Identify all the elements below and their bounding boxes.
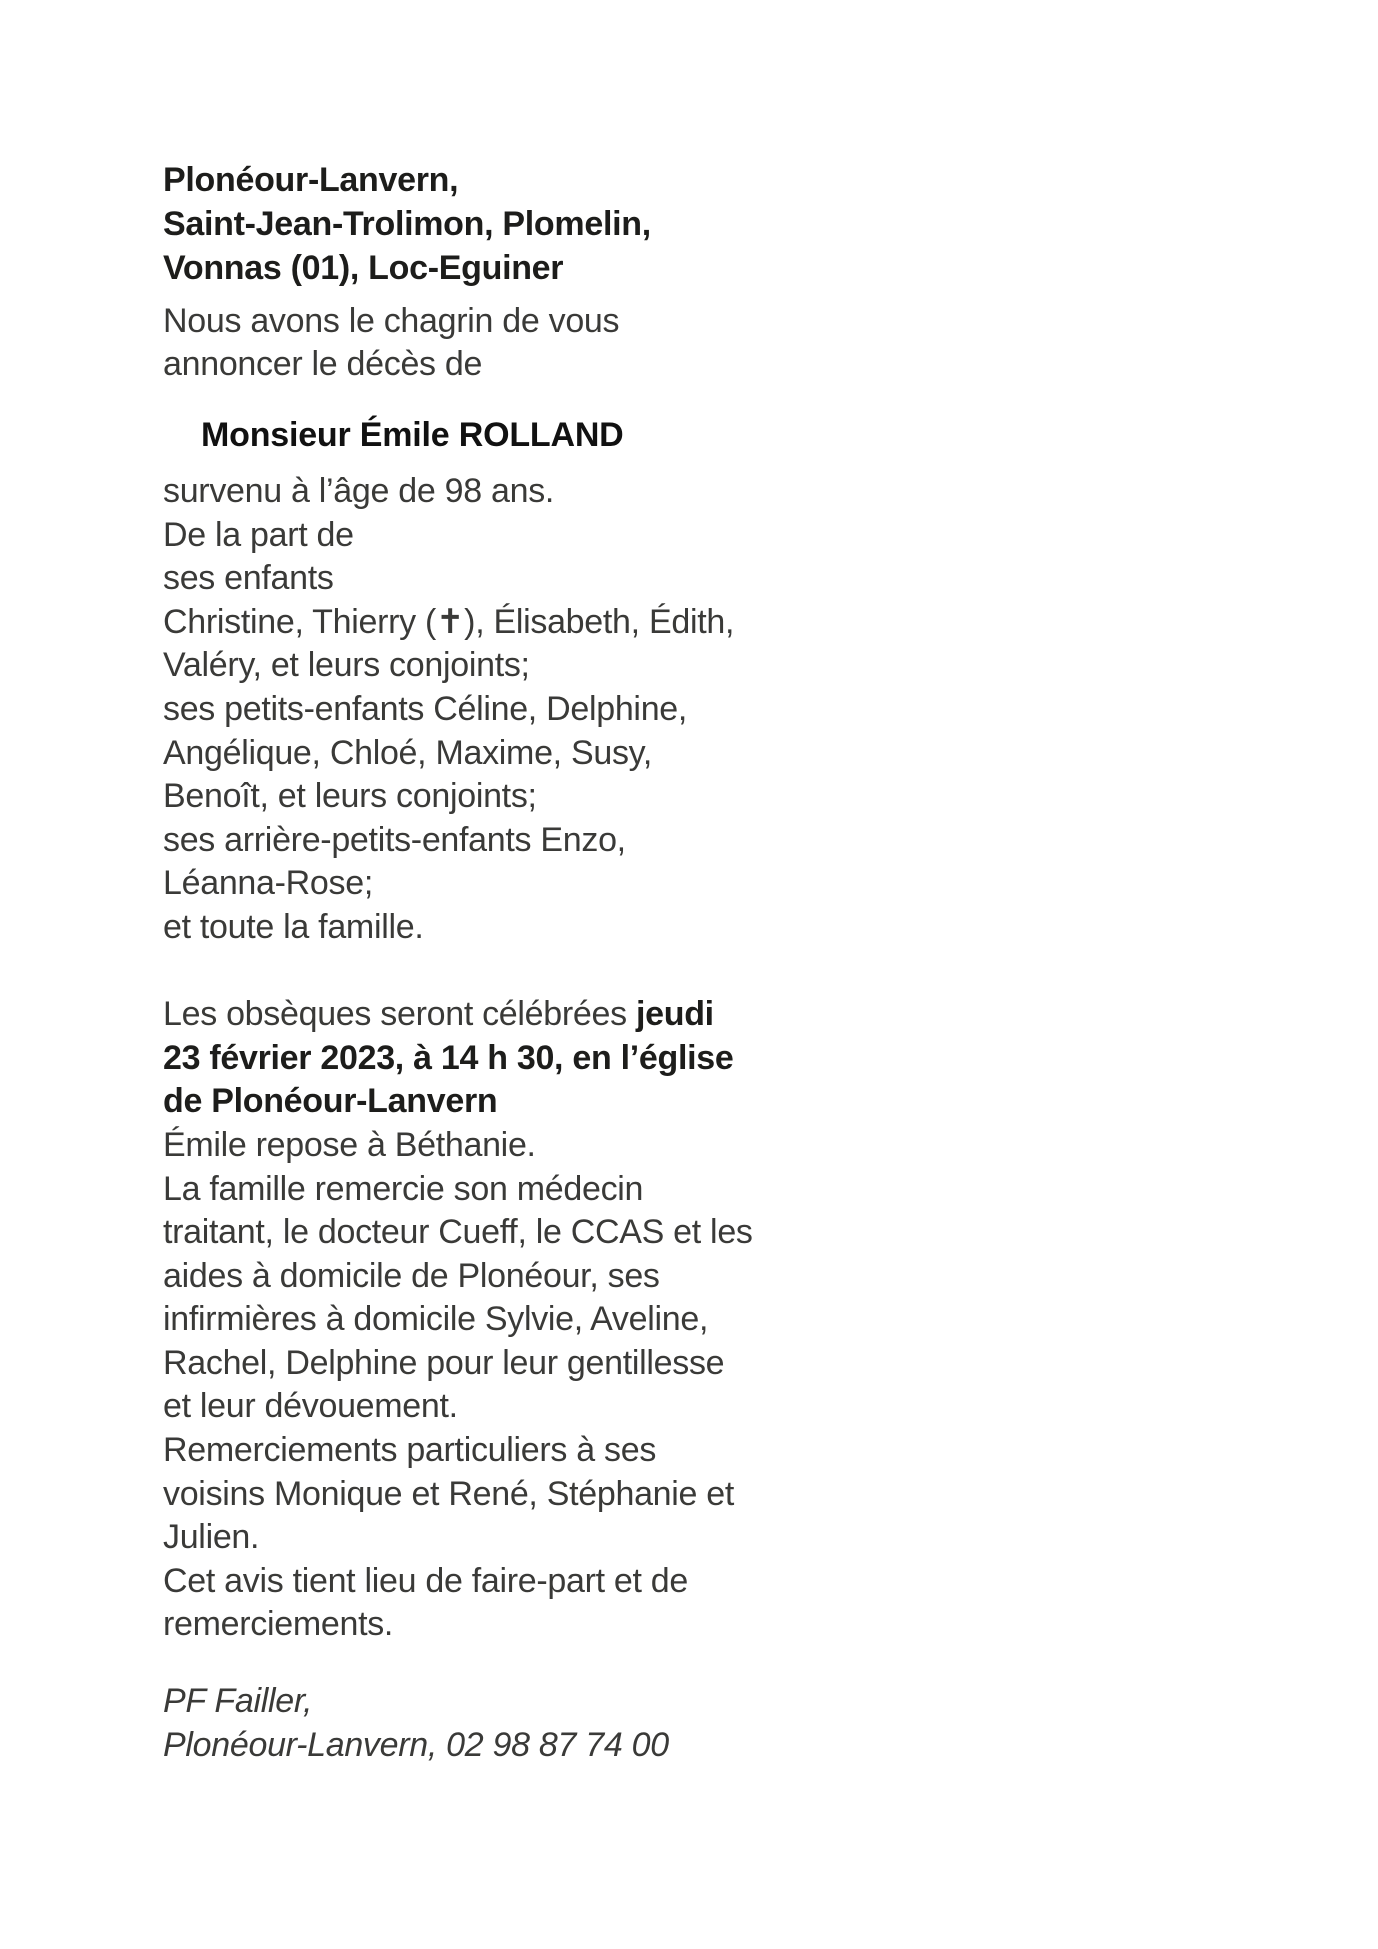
- family-line: ses enfants: [163, 559, 334, 598]
- family-line: Valéry, et leurs conjoints;: [163, 646, 530, 685]
- funeral-line: Rachel, Delphine pour leur gentillesse: [163, 1343, 725, 1382]
- family-line: ses petits-enfants Céline, Delphine,: [163, 689, 688, 728]
- funeral-line: Émile repose à Béthanie.: [163, 1125, 536, 1164]
- funeral-line: Julien.: [163, 1518, 260, 1557]
- deceased-name: Monsieur Émile ROLLAND: [201, 416, 624, 454]
- heading-line: Vonnas (01), Loc-Eguiner: [163, 249, 564, 287]
- family-line: Christine, Thierry (✝), Élisabeth, Édith,: [163, 602, 735, 641]
- paragraph-gap: [163, 950, 823, 994]
- funeral-date-line: 23 février 2023, à 14 h 30, en l’église: [163, 1038, 734, 1077]
- funeral-line: aides à domicile de Plonéour, ses: [163, 1256, 660, 1295]
- funeral-line: La famille remercie son médecin: [163, 1169, 644, 1208]
- funeral-line: traitant, le docteur Cueff, le CCAS et les: [163, 1213, 753, 1252]
- funeral-line: et leur dévouement.: [163, 1387, 458, 1426]
- obituary-notice: [163, 158, 823, 1767]
- funeral-line: voisins Monique et René, Stéphanie et: [163, 1474, 735, 1513]
- signature-line: Plonéour-Lanvern, 02 98 87 74 00: [163, 1726, 669, 1765]
- funeral-line: remerciements.: [163, 1605, 394, 1644]
- heading-line: Plonéour-Lanvern,: [163, 161, 459, 199]
- funeral-line: Cet avis tient lieu de faire-part et de: [163, 1561, 689, 1600]
- funeral-line: infirmières à domicile Sylvie, Aveline,: [163, 1300, 709, 1339]
- intro-line: Nous avons le chagrin de vous: [163, 302, 620, 340]
- family-line: Benoît, et leurs conjoints;: [163, 777, 537, 816]
- intro-line: annoncer le décès de: [163, 345, 483, 383]
- funeral-home-signature: [163, 1679, 823, 1767]
- family-line: Angélique, Chloé, Maxime, Susy,: [163, 733, 652, 772]
- family-line: Léanna-Rose;: [163, 864, 373, 903]
- family-line: ses arrière-petits-enfants Enzo,: [163, 820, 626, 859]
- family-line: De la part de: [163, 515, 354, 554]
- family-section: [163, 470, 823, 1647]
- announcement-intro: [163, 300, 823, 386]
- heading-line: Saint-Jean-Trolimon, Plomelin,: [163, 205, 651, 243]
- family-line: survenu à l’âge de 98 ans.: [163, 472, 555, 510]
- funeral-place-line: de Plonéour-Lanvern: [163, 1082, 498, 1121]
- funeral-intro-line: [163, 993, 823, 1037]
- family-line: et toute la famille.: [163, 907, 424, 946]
- funeral-intro-text: Les obsèques seront célébrées: [163, 995, 636, 1034]
- funeral-line: Remerciements particuliers à ses: [163, 1431, 657, 1470]
- locations-heading: [163, 158, 823, 290]
- funeral-day: jeudi: [635, 995, 714, 1034]
- signature-line: PF Failler,: [163, 1682, 313, 1721]
